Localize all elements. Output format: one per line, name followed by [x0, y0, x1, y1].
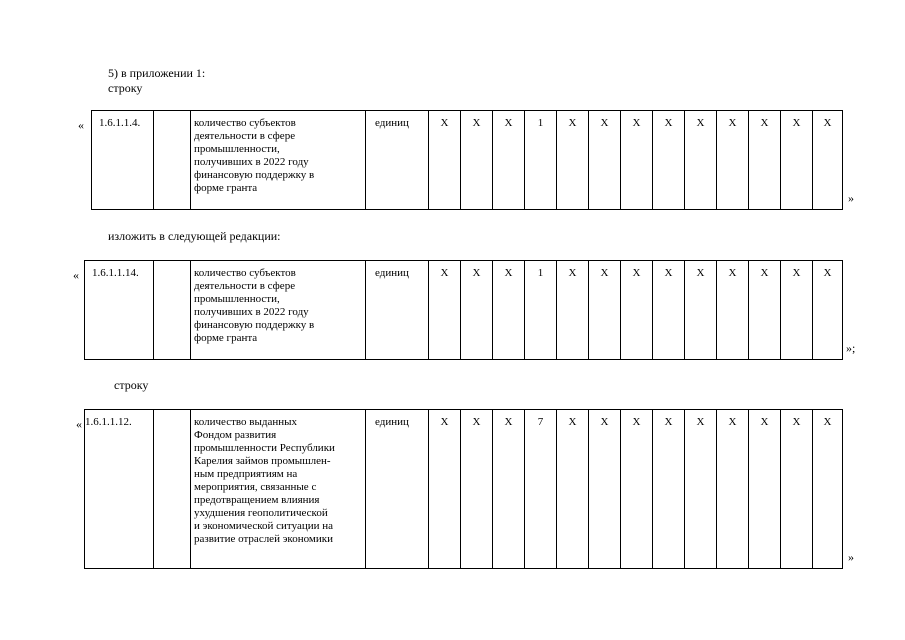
desc-line: форме гранта — [194, 332, 258, 344]
value-cell: X — [781, 410, 813, 569]
desc-line: развитие отраслей экономики — [194, 533, 333, 545]
desc-line: Фондом развития — [194, 429, 277, 441]
value-cell: X — [813, 261, 843, 360]
value-cell: X — [493, 261, 525, 360]
desc-line: деятельности в сфере — [194, 280, 296, 292]
open-quote-3: « — [76, 417, 82, 431]
desc-line: финансовую поддержку в — [194, 319, 315, 331]
desc-line: количество выданных — [194, 416, 297, 428]
desc-line: количество субъектов — [194, 117, 296, 129]
close-quote-semicolon: »; — [846, 341, 856, 355]
table-row — [92, 111, 843, 210]
value-cell: X — [493, 410, 525, 569]
close-quote-1: » — [848, 191, 854, 205]
blank-cell — [154, 410, 191, 569]
blank-cell — [154, 111, 191, 210]
close-quote-3: » — [848, 550, 854, 564]
row-code: 1.6.1.1.4. — [92, 111, 154, 210]
open-quote-2: « — [73, 268, 79, 282]
row-unit: единиц — [366, 261, 429, 360]
desc-line: деятельности в сфере — [194, 130, 296, 142]
value-cell: X — [557, 111, 589, 210]
value-cell: 1 — [525, 111, 557, 210]
value-cell: X — [781, 111, 813, 210]
value-cell: X — [685, 410, 717, 569]
row-code: 1.6.1.1.14. — [85, 261, 154, 360]
open-quote-1: « — [78, 118, 84, 132]
table-row — [85, 410, 843, 569]
desc-line: получивших в 2022 году — [194, 156, 309, 168]
value-cell: X — [749, 410, 781, 569]
desc-line: предотвращением влияния — [194, 494, 320, 506]
row-description — [191, 111, 366, 210]
value-cell: X — [429, 410, 461, 569]
desc-line: ухудшения геополитической — [194, 507, 328, 519]
value-cell: X — [717, 261, 749, 360]
value-cell: X — [589, 111, 621, 210]
intro-line-2: строку — [108, 81, 143, 95]
value-cell: X — [589, 410, 621, 569]
value-cell: X — [429, 261, 461, 360]
value-cell: X — [621, 261, 653, 360]
value-cell: X — [653, 111, 685, 210]
value-cell: X — [813, 111, 843, 210]
desc-line: промышленности, — [194, 143, 280, 155]
value-cell: X — [621, 111, 653, 210]
desc-line: форме гранта — [194, 182, 258, 194]
desc-line: мероприятия, связанные с — [194, 481, 317, 493]
value-cell: X — [461, 261, 493, 360]
value-cell: X — [461, 111, 493, 210]
value-cell: X — [621, 410, 653, 569]
desc-line: количество субъектов — [194, 267, 296, 279]
table-row — [85, 261, 843, 360]
value-cell: X — [717, 111, 749, 210]
value-cell: X — [749, 111, 781, 210]
desc-line: промышленности, — [194, 293, 280, 305]
instruction-text-2: строку — [114, 378, 149, 392]
table-3 — [84, 409, 843, 569]
row-unit: единиц — [366, 410, 429, 569]
value-cell: X — [717, 410, 749, 569]
value-cell: X — [685, 261, 717, 360]
table-1 — [91, 110, 843, 210]
row-code: 1.6.1.1.12. — [85, 410, 154, 569]
table-2 — [84, 260, 843, 360]
value-cell: X — [685, 111, 717, 210]
value-cell: X — [653, 410, 685, 569]
value-cell: 1 — [525, 261, 557, 360]
desc-line: получивших в 2022 году — [194, 306, 309, 318]
desc-line: Карелия займов промышлен- — [194, 455, 331, 467]
value-cell: X — [589, 261, 621, 360]
value-cell: X — [781, 261, 813, 360]
row-description — [191, 410, 366, 569]
row-unit: единиц — [366, 111, 429, 210]
intro-line-1: 5) в приложении 1: — [108, 66, 206, 80]
value-cell: X — [493, 111, 525, 210]
blank-cell — [154, 261, 191, 360]
value-cell: X — [813, 410, 843, 569]
desc-line: и экономической ситуации на — [194, 520, 334, 532]
desc-line: промышленности Республики — [194, 442, 335, 454]
value-cell: 7 — [525, 410, 557, 569]
value-cell: X — [749, 261, 781, 360]
desc-line: ным предприятиям на — [194, 468, 298, 480]
value-cell: X — [653, 261, 685, 360]
instruction-text: изложить в следующей редакции: — [108, 229, 281, 243]
value-cell: X — [557, 410, 589, 569]
value-cell: X — [429, 111, 461, 210]
row-description — [191, 261, 366, 360]
value-cell: X — [461, 410, 493, 569]
value-cell: X — [557, 261, 589, 360]
desc-line: финансовую поддержку в — [194, 169, 315, 181]
